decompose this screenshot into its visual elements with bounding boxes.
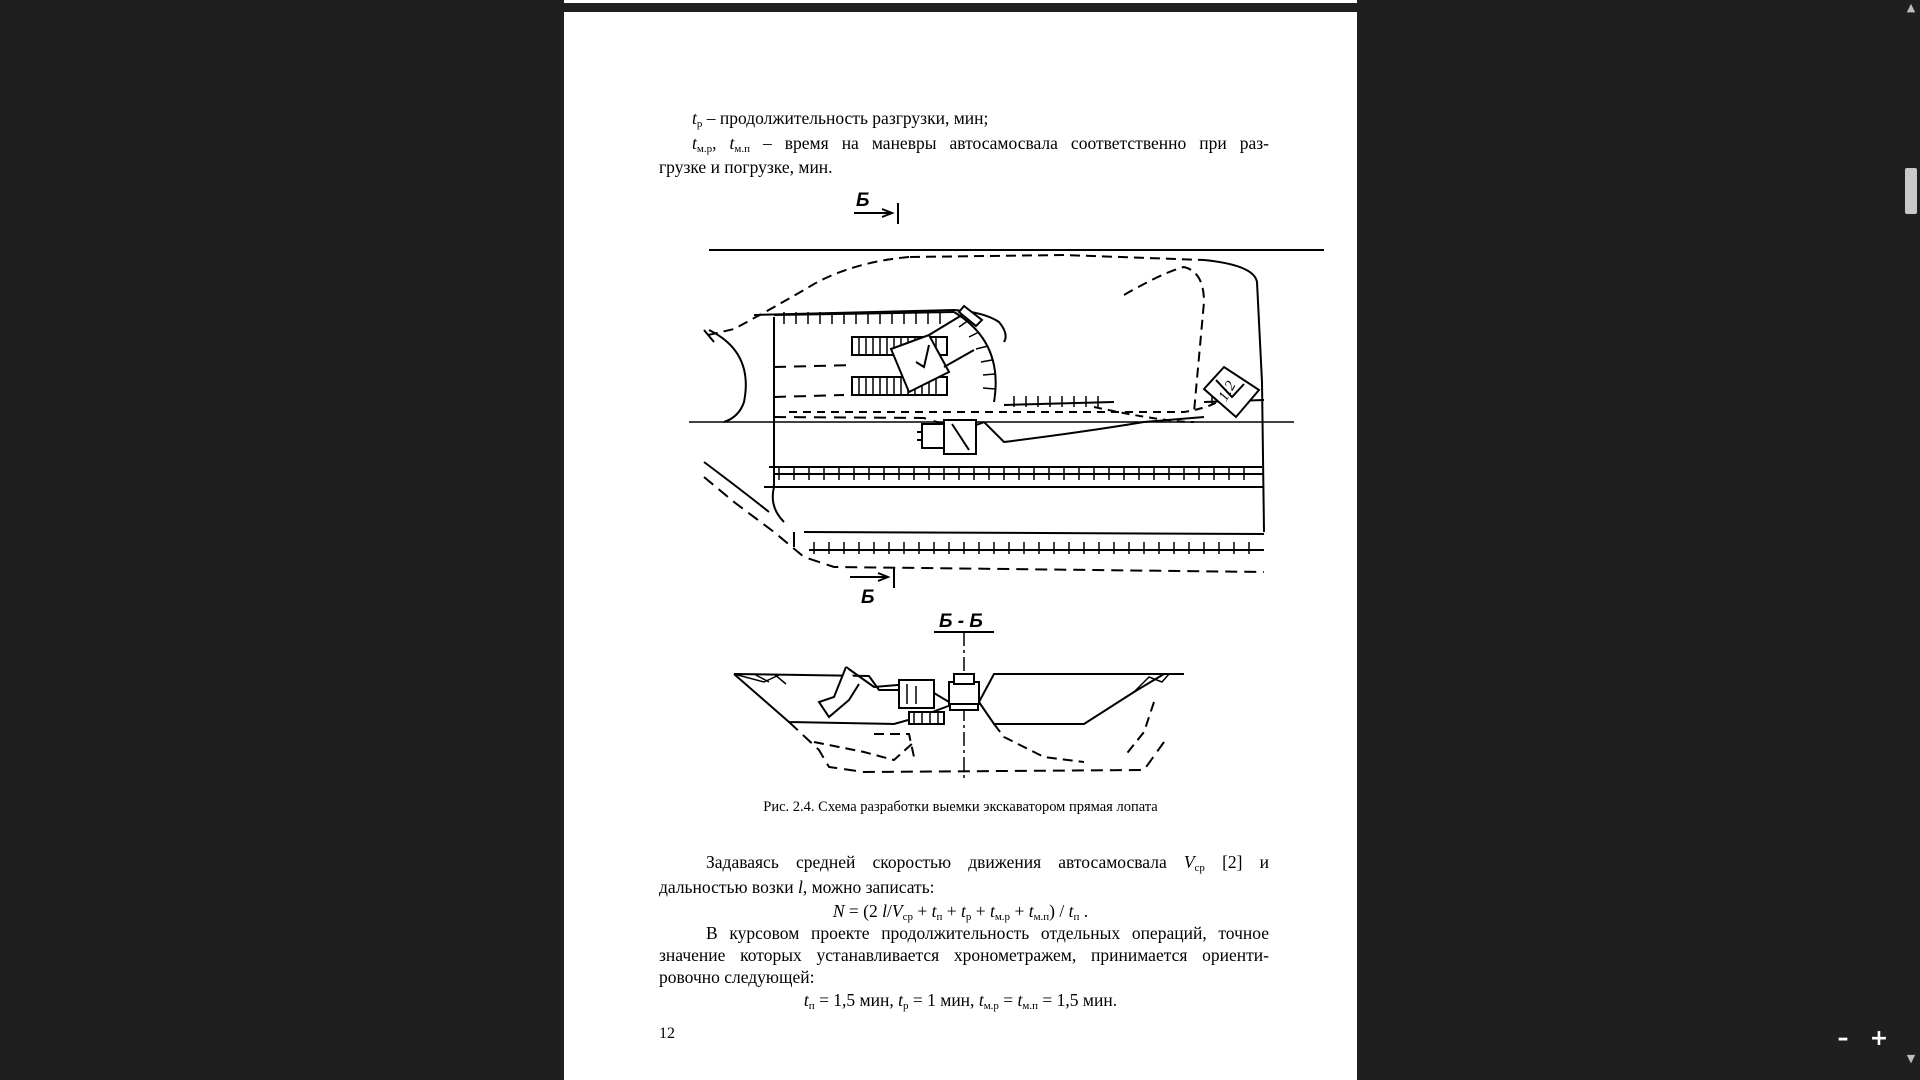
paragraph-2-line-3: ровочно следующей: — [659, 967, 815, 987]
paragraph-1-line-1: Задаваясь средней скоростью движения автосамосвала $V_{ср}$ [2] и — [706, 852, 1269, 874]
scroll-up-arrow-icon[interactable]: ▲ — [1906, 1, 1916, 14]
scroll-down-arrow-icon[interactable]: ▼ — [1906, 1052, 1916, 1065]
section-label-bottom: Б — [861, 587, 875, 608]
definition-tp: $t_р$ – продолжительность разгрузки, мин; — [692, 108, 989, 130]
document-page — [564, 12, 1357, 1080]
zoom-out-button[interactable]: – — [1837, 1026, 1849, 1051]
vertical-scrollbar[interactable] — [1902, 0, 1920, 1080]
paragraph-1-line-2: дальностью возки l, можно записать: — [659, 877, 935, 897]
zoom-in-button[interactable]: + — [1869, 1026, 1889, 1051]
scrollbar-thumb[interactable] — [1905, 168, 1917, 214]
paragraph-2-line-1: В курсовом проекте продолжительность отдельных операций, точное — [706, 923, 1269, 943]
section-mark-top — [854, 190, 898, 224]
section-mark-bottom — [850, 567, 894, 608]
cross-section-view — [734, 611, 1184, 780]
paragraph-2-line-2: значение которых устанавливается хронометражем, принимается ориенти- — [659, 945, 1269, 965]
plan-view — [689, 250, 1324, 572]
previous-page-edge — [564, 0, 1357, 3]
slope-label: 1:2 — [1215, 378, 1240, 404]
figure-caption: Рис. 2.4. Схема разработки выемки экскаватором прямая лопата — [763, 799, 1158, 815]
definition-tm: $t_{м.р}$, $t_{м.п}$ – время на маневры автосамосвала соответственно при раз- — [692, 133, 1270, 155]
formula-n: N = (2 $l/V_{ср} + t_п + t_р + t_{м.р} + t_{м.п}) / t_п$ . — [832, 901, 1089, 923]
section-label-top: Б — [856, 190, 870, 211]
excavation-scheme-figure — [564, 12, 1357, 812]
formula-values: $t_п = 1,5$ мин, $t_р = 1$ мин, $t_{м.р} = t_{м.п} = 1,5$ мин. — [803, 990, 1118, 1012]
page-number: 12 — [659, 1025, 675, 1042]
section-label-bb: Б - Б — [939, 611, 983, 632]
definition-tm-continued: грузке и погрузке, мин. — [659, 157, 833, 177]
